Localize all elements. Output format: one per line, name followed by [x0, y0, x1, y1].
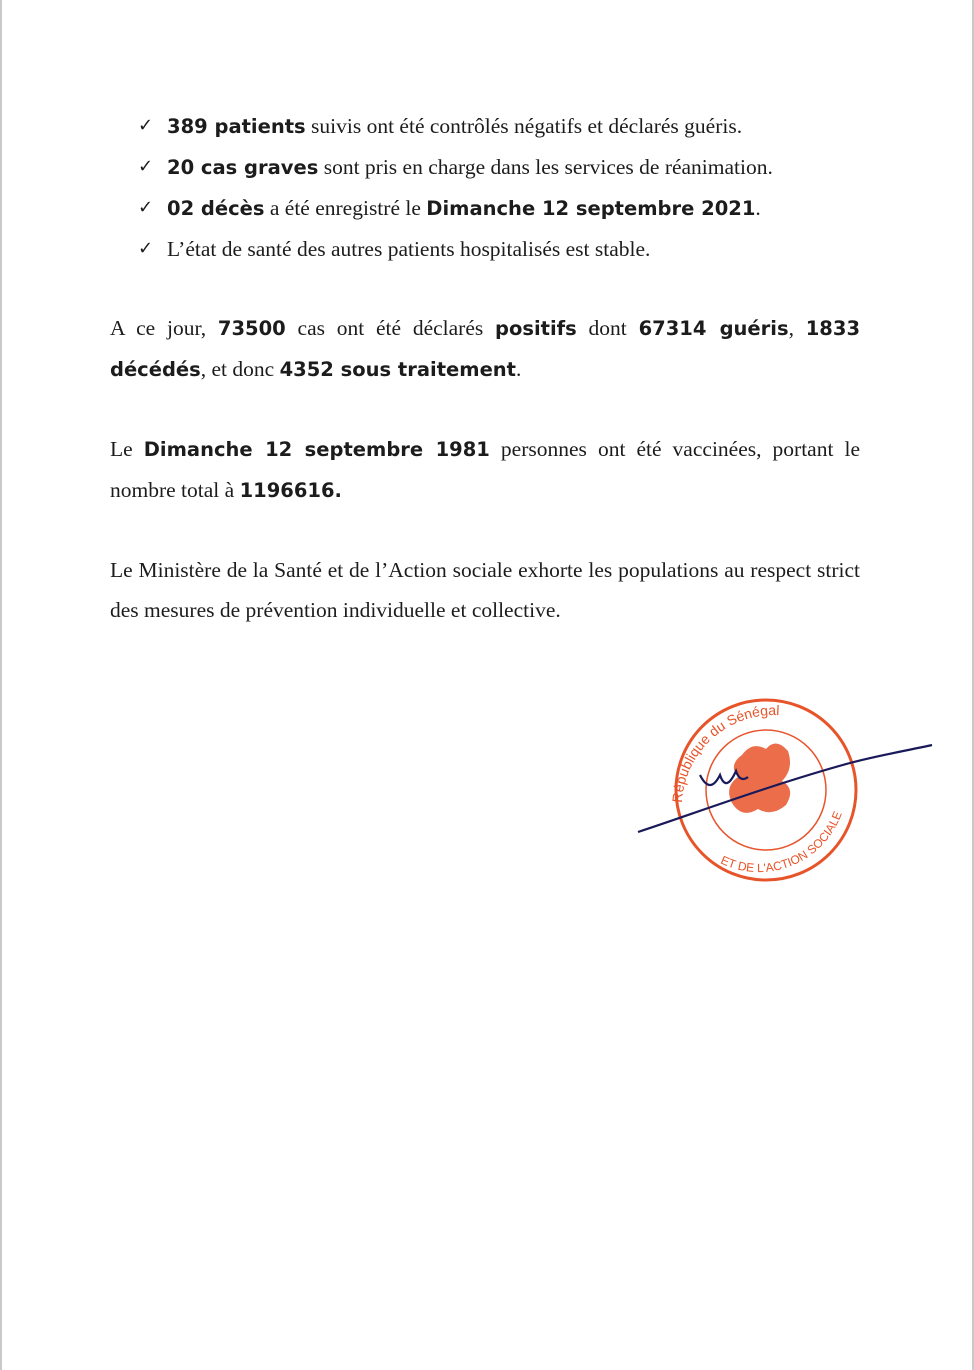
- check-icon: ✓: [138, 197, 154, 218]
- official-stamp: [630, 695, 940, 885]
- vaccination-paragraph: Le Dimanche 12 septembre 1981 personnes ont été vaccinées, portant le nombre total à 1196616.: [110, 437, 860, 502]
- list-item: ✓ 20 cas graves sont pris en charge dans les services de réanimation.: [110, 147, 860, 188]
- check-icon: ✓: [138, 156, 154, 177]
- check-icon: ✓: [138, 238, 154, 259]
- list-item: ✓ L’état de santé des autres patients hospitalisés est stable.: [110, 229, 860, 269]
- list-item: ✓ 389 patients suivis ont été contrôlés négatifs et déclarés guéris.: [110, 106, 860, 147]
- stamp-bottom-text: ET DE L'ACTION SOCIALE: [718, 809, 845, 876]
- document-body: [110, 106, 860, 630]
- page-edge-left: [0, 0, 2, 1370]
- summary-paragraph: A ce jour, 73500 cas ont été déclarés positifs dont 67314 guéris, 1833 décédés, et donc 4352 sous traitement.: [110, 316, 861, 381]
- check-icon: ✓: [138, 115, 154, 136]
- checklist: [110, 106, 860, 269]
- list-item: ✓ 02 décès a été enregistré le Dimanche 12 septembre 2021.: [110, 188, 860, 229]
- stamp-top-text: République du Sénégal: [668, 701, 780, 804]
- ministry-paragraph: Le Ministère de la Santé et de l’Action sociale exhorte les populations au respect strict des mesures de prévention individuelle et collective.: [110, 558, 860, 622]
- stamp-emblem: [729, 743, 790, 812]
